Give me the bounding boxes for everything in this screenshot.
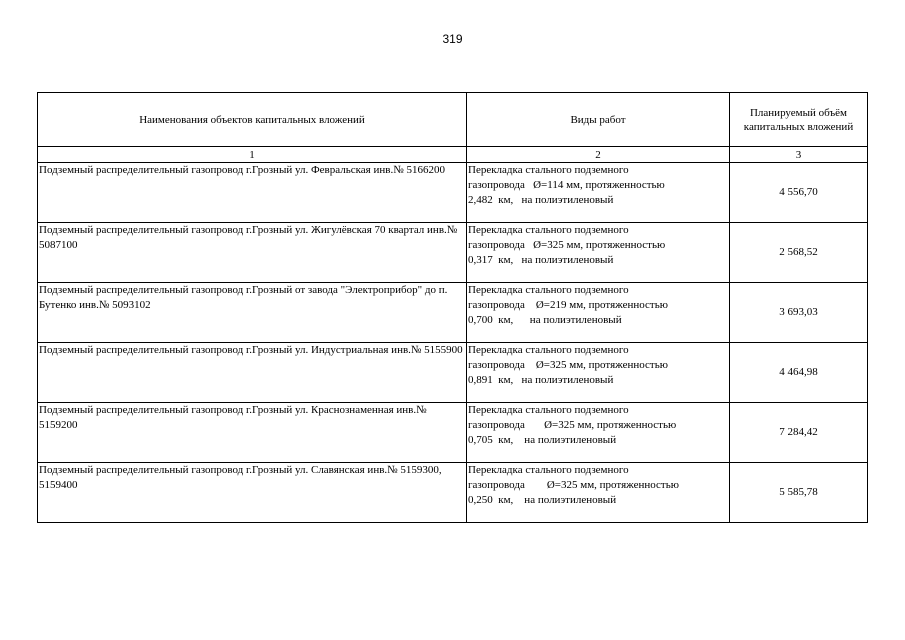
capital-investment-table — [37, 92, 868, 523]
column-number: 1 — [38, 147, 467, 163]
header-object-names: Наименования объектов капитальных вложений — [38, 93, 467, 147]
header-row — [38, 93, 868, 147]
column-number: 3 — [730, 147, 868, 163]
object-name-cell: Подземный распределительный газопровод г.Грозный ул. Краснознаменная инв.№ 5159200 — [38, 403, 467, 463]
object-name-cell: Подземный распределительный газопровод г.Грозный ул. Февральская инв.№ 5166200 — [38, 163, 467, 223]
column-number-row — [38, 147, 868, 163]
table-row — [38, 343, 868, 403]
table-row — [38, 283, 868, 343]
column-number: 2 — [467, 147, 730, 163]
work-type-cell: Перекладка стального подземного газопровода Ø=325 мм, протяженностью 0,317 км, на полиэтиленовый — [467, 223, 730, 283]
header-planned-volume: Планируемый объём капитальных вложений — [730, 93, 868, 147]
table-row — [38, 163, 868, 223]
planned-amount-cell: 4 556,70 — [730, 163, 868, 223]
page-number: 319 — [442, 32, 463, 46]
table-row — [38, 463, 868, 523]
table-row — [38, 403, 868, 463]
planned-amount-cell: 5 585,78 — [730, 463, 868, 523]
table-row — [38, 223, 868, 283]
work-type-cell: Перекладка стального подземного газопровода Ø=114 мм, протяженностью 2,482 км, на полиэтиленовый — [467, 163, 730, 223]
object-name-cell: Подземный распределительный газопровод г.Грозный ул. Жигулёвская 70 квартал инв.№ 5087100 — [38, 223, 467, 283]
work-type-cell: Перекладка стального подземного газопровода Ø=325 мм, протяженностью 0,705 км, на полиэтиленовый — [467, 403, 730, 463]
planned-amount-cell: 7 284,42 — [730, 403, 868, 463]
planned-amount-cell: 4 464,98 — [730, 343, 868, 403]
object-name-cell: Подземный распределительный газопровод г.Грозный от завода "Электроприбор" до п. Бутенко инв.№ 5093102 — [38, 283, 467, 343]
header-work-types: Виды работ — [467, 93, 730, 147]
planned-amount-cell: 3 693,03 — [730, 283, 868, 343]
planned-amount-cell: 2 568,52 — [730, 223, 868, 283]
object-name-cell: Подземный распределительный газопровод г.Грозный ул. Славянская инв.№ 5159300, 5159400 — [38, 463, 467, 523]
work-type-cell: Перекладка стального подземного газопровода Ø=219 мм, протяженностью 0,700 км, на полиэтиленовый — [467, 283, 730, 343]
object-name-cell: Подземный распределительный газопровод г.Грозный ул. Индустриальная инв.№ 5155900 — [38, 343, 467, 403]
work-type-cell: Перекладка стального подземного газопровода Ø=325 мм, протяженностью 0,250 км, на полиэтиленовый — [467, 463, 730, 523]
work-type-cell: Перекладка стального подземного газопровода Ø=325 мм, протяженностью 0,891 км, на полиэтиленовый — [467, 343, 730, 403]
